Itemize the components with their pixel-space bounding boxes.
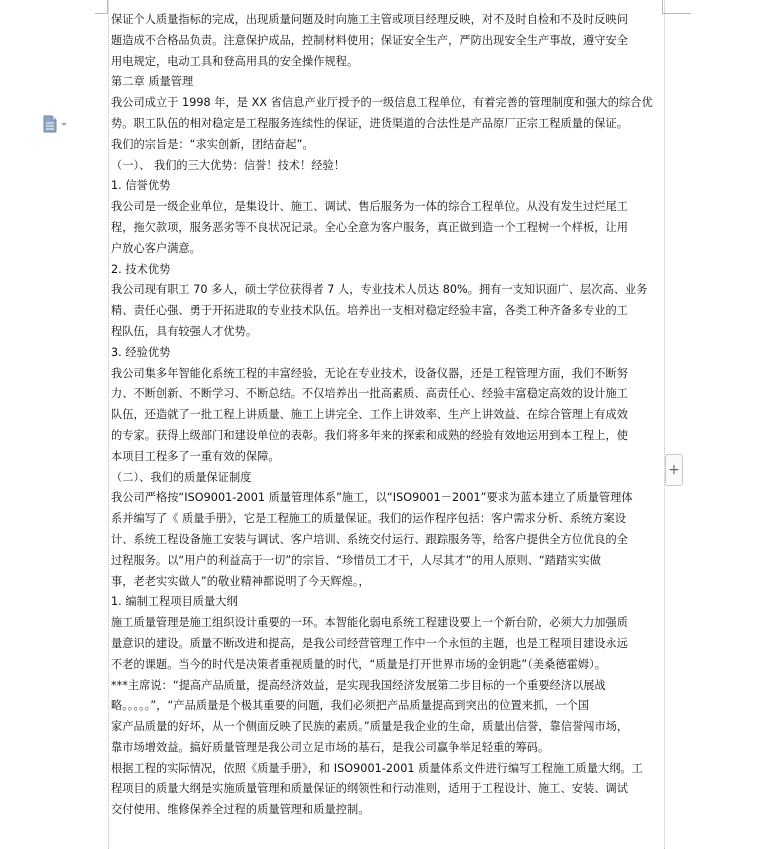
paragraph-line: 根据工程的实际情况，依照《质量手册》，和 ISO9001-2001 质量体系文件进行编写工程施工质量大纲。工	[111, 761, 643, 775]
paragraph-line: 计、系统工程设备施工安装与调试、客户培训、系统交付运行、跟踪服务等，给客户提供全方位优良的全	[111, 532, 628, 546]
paragraph-line: 用电规定，电动工具和登高用具的安全操作规程。	[111, 54, 359, 68]
subsection-heading: 3. 经验优势	[111, 345, 171, 359]
document-page	[108, 0, 665, 849]
paragraph-line: 系并编写了《 质量手册》，它是工程施工的质量保证。我们的运作程序包括：客户需求分析、系统方案设	[111, 512, 626, 526]
paragraph-line: 我们的宗旨是：“求实创新，团结奋起”。	[111, 137, 314, 151]
paragraph-line: 程项目的质量大纲是实施质量管理和质量保证的纲领性和行动准则，适用于工程设计、施工、安装、调试	[111, 782, 628, 796]
crop-mark-right	[662, 0, 691, 14]
document-icon[interactable]	[42, 115, 70, 133]
paragraph-line: 保证个人质量指标的完成，出现质量问题及时向施工主管或项目经理反映，对不及时自检和不及时反映问	[111, 13, 628, 26]
paragraph-line: 户放心客户满意。	[111, 241, 201, 255]
paragraph-line: 本项目工程多了一重有效的保障。	[111, 449, 280, 463]
paragraph-line: ***主席说：“提高产品质量，提高经济效益，是实现我国经济发展第二步目标的一个重要经济以展战	[111, 678, 606, 692]
paragraph-line: 的专家。获得上级部门和建设单位的表彰。我们将多年来的探索和成熟的经验有效地运用到本工程上，使	[111, 428, 628, 442]
subsection-heading: 1. 编制工程项目质量大纲	[111, 595, 238, 609]
paragraph-line: 略。。。。。”，“产品质量是个极其重要的问题，我们必须把产品质量提高到突出的位置来抓，一个国	[111, 699, 590, 713]
paragraph-line: 量意识的建设。质量不断改进和提高，是我公司经营管理工作中一个永恒的主题，也是工程项目建设永远	[111, 636, 628, 650]
section-heading: （一）、 我们的三大优势：信誉！技术！经验！	[111, 158, 345, 172]
paragraph-line: 力、不断创新、不断学习、不断总结。不仅培养出一批高素质、高责任心、经验丰富稳定高效的设计施工	[111, 387, 628, 401]
subsection-heading: 1. 信誉优势	[111, 179, 171, 193]
paragraph-line: 队伍，还造就了一批工程上讲质量、施工上讲完全、工作上讲效率、生产上讲效益、在综合管理上有成效	[111, 408, 628, 422]
subsection-heading: 2. 技术优势	[111, 262, 171, 276]
chapter-heading: 第二章 质量管理	[111, 75, 194, 89]
paragraph-line: 家产品质量的好坏，从一个侧面反映了民族的素质。”质量是我企业的生命，质量出信誉，靠信誉闯市场，	[111, 720, 629, 734]
paragraph-line: 不老的课题。当今的时代是决策者重视质量的时代，“质量是打开世界市场的金钥匙”（美桑德霍姆）。	[111, 657, 606, 671]
paragraph-line: 程，拖欠款项，服务恶劣等不良状况记录。全心全意为客户服务，真正做到造一个工程树一个样板，让用	[111, 220, 628, 234]
paragraph-line: 事，老老实实做人”的敬业精神都说明了今天辉煌。，	[111, 574, 370, 588]
document-body	[111, 10, 664, 821]
crop-mark-left	[95, 0, 108, 14]
paragraph-line: 施工质量管理是施工组织设计重要的一环。本智能化弱电系统工程建设要上一个新台阶，必须大力加强质	[111, 616, 628, 630]
paragraph-line: 靠市场增效益。搞好质量管理是我公司立足市场的基石，是我公司赢争举足轻重的筹码。	[111, 740, 550, 754]
paragraph-line: 题造成不合格品负责。注意保护成品，控制材料使用；保证安全生产，严防出现安全生产事故，遵守安全	[111, 33, 628, 47]
add-button[interactable]: +	[665, 454, 683, 486]
paragraph-line: 我公司是一级企业单位，是集设计、施工、调试、售后服务为一体的综合工程单位。从没有发生过烂尾工	[111, 200, 628, 214]
paragraph-line: 精、责任心强、勇于开拓进取的专业技术队伍。培养出一支相对稳定经验丰富，各类工种齐备多专业的工	[111, 304, 628, 318]
paragraph-line: 过程服务。以“用户的利益高于一切”的宗旨、“珍惜员工才干，人尽其才”的用人原则、“踏踏实实做	[111, 553, 601, 567]
section-heading: （二）、我们的质量保证制度	[111, 470, 252, 484]
paragraph-line: 交付使用、维修保养全过程的质量管理和质量控制。	[111, 803, 370, 817]
paragraph-line: 我公司集多年智能化系统工程的丰富经验，无论在专业技术，设备仪器，还是工程管理方面，我们不断努	[111, 366, 628, 380]
paragraph-line: 我公司成立于 1998 年，是 XX 省信息产业厅授予的一级信息工程单位，有着完善的管理制度和强大的综合优	[111, 96, 653, 110]
paragraph-line: 程队伍，具有较强人才优势。	[111, 324, 258, 338]
paragraph-line: 我公司现有职工 70 多人，硕士学位获得者 7 人，专业技术人员达 80%。拥有一支知识面广、层次高、业务	[111, 283, 648, 297]
paragraph-line: 我公司严格按“ISO9001-2001 质量管理体系”施工，以“ISO9001－2001”要求为蓝本建立了质量管理体	[111, 491, 633, 505]
paragraph-line: 势。职工队伍的相对稳定是工程服务连续性的保证，进货渠道的合法性是产品原厂正宗工程质量的保证。	[111, 116, 628, 130]
